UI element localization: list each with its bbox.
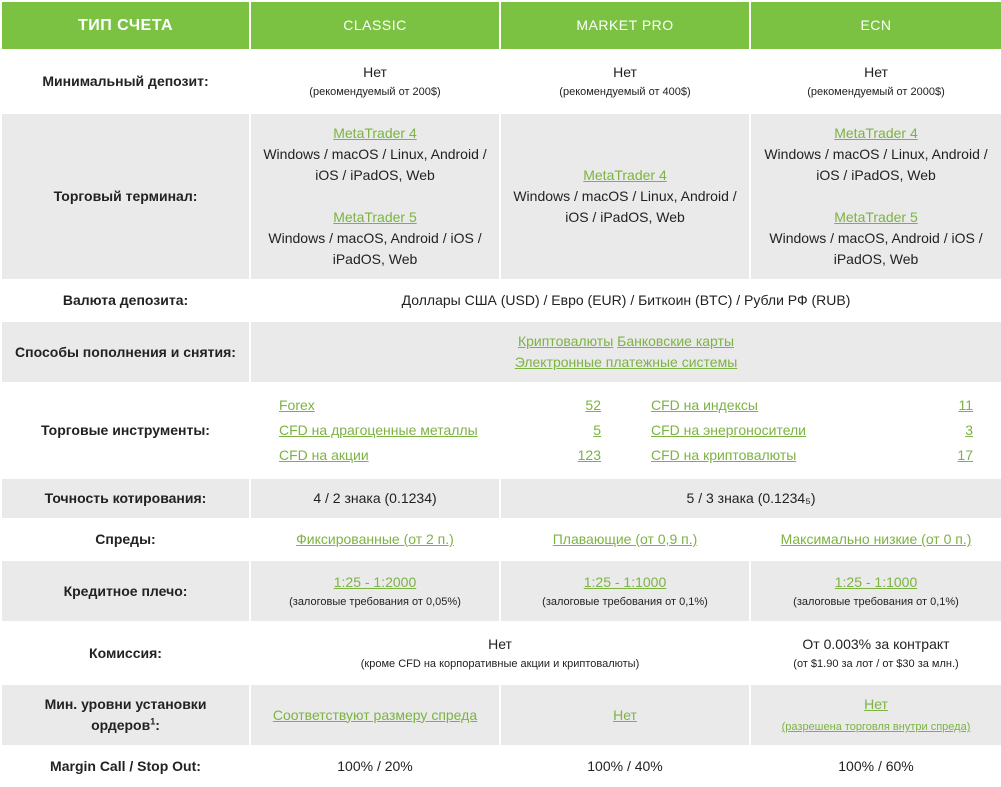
instrument-count[interactable]: 5 [593, 422, 601, 438]
row-payment-methods [1, 321, 1001, 383]
platforms-text: iPadOS, Web [833, 251, 919, 267]
label-line: Мин. уровни установки [44, 696, 207, 712]
metatrader4-link[interactable]: MetaTrader 4 [333, 125, 417, 141]
note: (рекомендуемый от 400$) [559, 86, 691, 98]
cell-spreads-market-pro [500, 519, 750, 560]
spread-fixed-link[interactable]: Фиксированные (от 2 п.) [296, 531, 454, 547]
cell-terminal-market-pro [500, 113, 750, 280]
cell-margin-call-ecn: 100% / 60% [750, 746, 1001, 786]
cell-terminal-classic [250, 113, 500, 280]
list-item [651, 393, 973, 418]
leverage-link[interactable]: 1:25 - 1:1000 [834, 573, 918, 590]
cell-min-deposit-market-pro [500, 50, 750, 113]
metatrader5-link[interactable]: MetaTrader 5 [834, 209, 918, 225]
cell-precision-others: 5 / 3 знака (0.1234₅) [500, 478, 1001, 519]
value: Нет [488, 635, 512, 652]
cell-leverage-market-pro [500, 560, 750, 622]
platforms-text: iOS / iPadOS, Web [315, 167, 435, 183]
cell-min-levels-ecn [750, 684, 1001, 746]
metatrader5-link[interactable]: MetaTrader 5 [333, 209, 417, 225]
cell-commission-ecn [750, 622, 1001, 684]
row-margin-call [1, 746, 1001, 786]
label-currency: Валюта депозита: [1, 280, 250, 321]
spread-lowest-link[interactable]: Максимально низкие (от 0 п.) [780, 531, 972, 547]
crypto-link[interactable]: Криптовалюты [517, 333, 614, 349]
instrument-count[interactable]: 3 [965, 422, 973, 438]
instrument-energy-link[interactable]: CFD на энергоносители [651, 422, 807, 438]
platforms-text: Windows / macOS, Android / iOS / [769, 230, 983, 246]
min-levels-spread-link[interactable]: Соответствуют размеру спреда [272, 706, 478, 723]
label-spreads: Спреды: [1, 519, 250, 560]
value: Нет [363, 64, 387, 80]
note: (залоговые требования от 0,1%) [542, 595, 708, 608]
cell-min-levels-classic [250, 684, 500, 746]
instrument-count[interactable]: 52 [585, 397, 601, 413]
label-commission: Комиссия: [1, 622, 250, 684]
header-ecn: ECN [750, 1, 1001, 50]
instrument-crypto-link[interactable]: CFD на криптовалюты [651, 447, 797, 463]
instrument-count[interactable]: 17 [957, 447, 973, 463]
row-terminal [1, 113, 1001, 280]
min-levels-none-link[interactable]: Нет [613, 706, 637, 723]
platforms-text: Windows / macOS / Linux, Android / [764, 146, 988, 162]
note: (кроме CFD на корпоративные акции и криптовалюты) [360, 657, 640, 670]
note: (залоговые требования от 0,1%) [793, 595, 959, 608]
list-item [651, 418, 973, 443]
row-currency [1, 280, 1001, 321]
list-item [279, 418, 601, 443]
value: Нет [613, 64, 637, 80]
list-item [279, 393, 601, 418]
cell-min-deposit-classic [250, 50, 500, 113]
inside-spread-trading-link[interactable]: (разрешена торговля внутри спреда) [781, 721, 971, 733]
note: (рекомендуемый от 200$) [309, 86, 441, 98]
header-market-pro: MARKET PRO [500, 1, 750, 50]
label-colon: : [155, 717, 160, 733]
list-item [279, 443, 601, 468]
instrument-metals-link[interactable]: CFD на драгоценные металлы [279, 422, 478, 438]
instruments-right-column [651, 393, 973, 468]
cell-terminal-ecn [750, 113, 1001, 280]
row-min-deposit [1, 50, 1001, 113]
note: (от $1.90 за лот / от $30 за млн.) [793, 657, 959, 670]
cell-currency: Доллары США (USD) / Евро (EUR) / Биткоин (BTC) / Рубли РФ (RUB) [250, 280, 1001, 321]
value: Нет [864, 64, 888, 80]
min-levels-none-link[interactable]: Нет [864, 696, 888, 712]
cell-min-deposit-ecn [750, 50, 1001, 113]
cell-spreads-ecn [750, 519, 1001, 560]
cell-instruments [250, 383, 1001, 478]
instrument-stocks-link[interactable]: CFD на акции [279, 447, 369, 463]
instrument-count[interactable]: 123 [577, 447, 601, 463]
label-payment-methods: Способы пополнения и снятия: [1, 321, 250, 383]
row-commission [1, 622, 1001, 684]
header-classic: CLASSIC [250, 1, 500, 50]
e-payment-systems-link[interactable]: Электронные платежные системы [514, 354, 738, 370]
list-item [651, 443, 973, 468]
cell-margin-call-market-pro: 100% / 40% [500, 746, 750, 786]
platforms-text: Windows / macOS / Linux, Android / [263, 146, 487, 162]
instrument-forex-link[interactable]: Forex [279, 397, 315, 413]
note: (залоговые требования от 0,05%) [289, 595, 461, 608]
instrument-count[interactable]: 11 [958, 397, 973, 413]
row-precision [1, 478, 1001, 519]
label-instruments: Торговые инструменты: [1, 383, 250, 478]
metatrader4-link[interactable]: MetaTrader 4 [834, 125, 918, 141]
label-line: ордеров [91, 717, 151, 733]
cell-precision-classic: 4 / 2 знака (0.1234) [250, 478, 500, 519]
leverage-link[interactable]: 1:25 - 1:2000 [333, 573, 417, 590]
footnote-marker: 1 [150, 716, 156, 727]
cell-leverage-classic [250, 560, 500, 622]
leverage-link[interactable]: 1:25 - 1:1000 [583, 573, 667, 590]
cell-min-levels-market-pro [500, 684, 750, 746]
platforms-text: iOS / iPadOS, Web [565, 209, 685, 225]
row-min-order-levels [1, 684, 1001, 746]
row-spreads [1, 519, 1001, 560]
instruments-left-column [279, 393, 601, 468]
label-leverage: Кредитное плечо: [1, 560, 250, 622]
cell-payment-methods [250, 321, 1001, 383]
bank-cards-link[interactable]: Банковские карты [617, 333, 735, 349]
row-instruments [1, 383, 1001, 478]
platforms-text: Windows / macOS, Android / iOS / [268, 230, 482, 246]
label-margin-call: Margin Call / Stop Out: [1, 746, 250, 786]
metatrader4-link[interactable]: MetaTrader 4 [583, 167, 667, 183]
cell-spreads-classic [250, 519, 500, 560]
platforms-text: iPadOS, Web [332, 251, 418, 267]
cell-commission-classic-pro [250, 622, 750, 684]
label-terminal: Торговый терминал: [1, 113, 250, 280]
header-account-type: ТИП СЧЕТА [1, 1, 250, 50]
spread-floating-link[interactable]: Плавающие (от 0,9 п.) [552, 531, 698, 547]
label-min-order-levels [1, 684, 250, 746]
cell-leverage-ecn [750, 560, 1001, 622]
cell-margin-call-classic: 100% / 20% [250, 746, 500, 786]
platforms-text: Windows / macOS / Linux, Android / [513, 188, 737, 204]
value: От 0.003% за контракт [802, 635, 950, 652]
header-row [1, 1, 1001, 50]
label-min-deposit: Минимальный депозит: [1, 50, 250, 113]
platforms-text: iOS / iPadOS, Web [816, 167, 936, 183]
instrument-indices-link[interactable]: CFD на индексы [651, 397, 758, 413]
note: (рекомендуемый от 2000$) [807, 86, 945, 98]
label-precision: Точность котирования: [1, 478, 250, 519]
row-leverage [1, 560, 1001, 622]
